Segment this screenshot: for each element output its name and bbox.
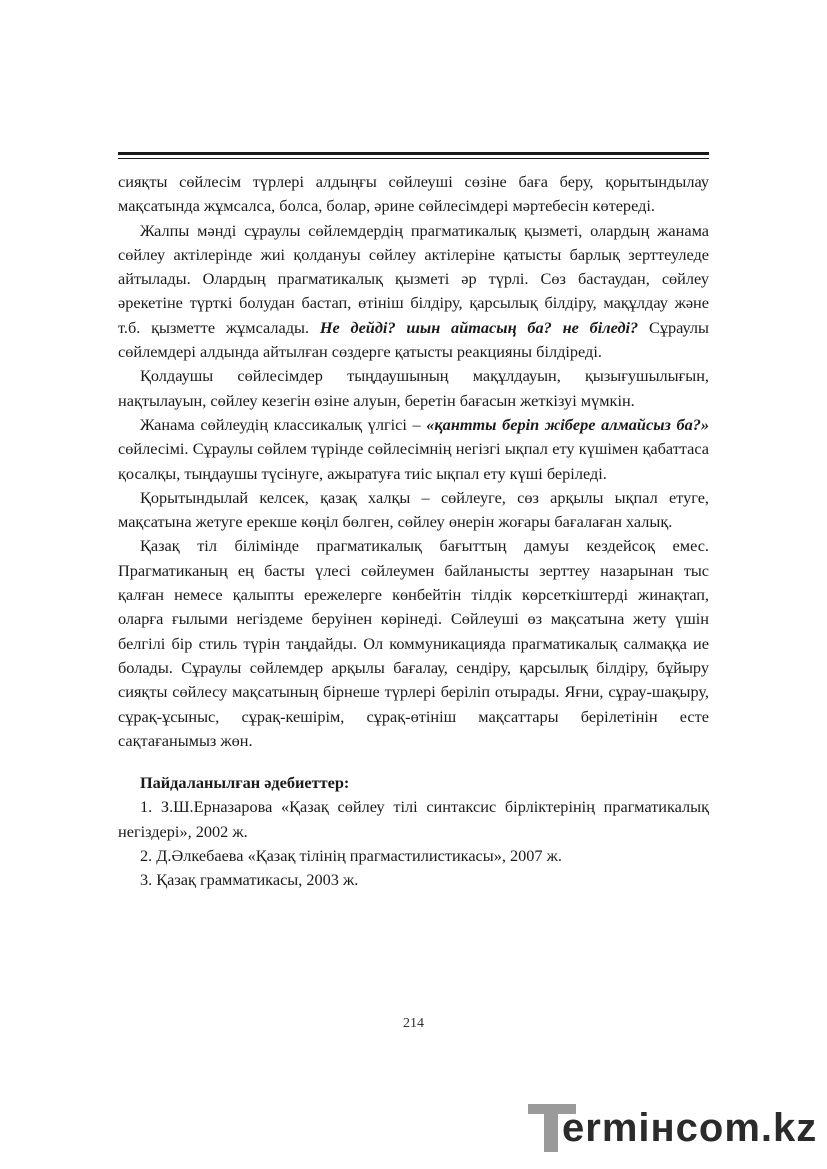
body-paragraph: [118, 534, 709, 753]
header-rule-thick: [118, 152, 709, 155]
emphasized-quote: «қантты беріп жібере алмайсыз ба?»: [426, 414, 709, 434]
termincom-watermark-logo: [528, 1098, 818, 1156]
watermark-text: ermінcom.kz: [562, 1106, 818, 1150]
body-paragraph: [118, 170, 709, 219]
text-run: Жалпы мәнді сұраулы сөйлемдердің прагматикалық қызметі, олардың жанама сөйлеу актілерінде жиі қолдануы сөйлеу актілеріне қатысты барлық зерттеуледе айтылады. Олардың прагматикалық қызметі әр түрлі. Сөз бастаудан, сөйлеу әрекетіне түрткі болудан бастап, өтініш білдіру, қарсылық білдіру, мақұлдау және т.б. қызметте жұмсалады.: [118, 220, 709, 337]
text-run: Қазақ тіл білімінде прагматикалық бағыттың дамуы кездейсоқ емес. Прагматиканың ең басты үлесі сөйлеумен байланысты зерттеу назарынан тыс қалған немесе қалыпты ережелерге көнбейтін тілдік көрсеткіштерді жинақтап, оларға ғылыми негіздеме беруінен көрінеді. Сөйлеуші өз мақсатына жету үшін белгілі бір стиль түрін таңдайды. Ол коммуникацияда прагматикалық салмаққа ие болады. Сұраулы сөйлемдер арқылы бағалау, сендіру, қарсылық білдіру, бұйыру сияқты сөйлесу мақсатының бірнеше түрлері беріліп отырады. Яғни, сұрау-шақыру, сұрақ-ұсыныс, сұрақ-кешірім, сұрақ-өтініш мақсаттары берілетінін есте сақтағанымыз жөн.: [118, 536, 709, 750]
reference-item: 2. Д.Әлкебаева «Қазақ тілінің прагмастилистикасы», 2007 ж.: [140, 846, 562, 866]
text-run: Жанама сөйлеудің классикалық үлгісі –: [140, 414, 427, 434]
text-run: Қолдаушы сөйлесімдер тыңдаушының мақұлдауын, қызығушылығын, нақтылауын, сөйлеу кезегін өзіне алуын, беретін бағасын жеткізуі мүмкін.: [118, 366, 709, 410]
reference-item: 1. З.Ш.Ерназарова «Қазақ сөйлеу тілі синтаксис бірліктерінің прагматикалық негіздері», 2002 ж.: [118, 797, 709, 841]
text-run: сөйлесімі. Сұраулы сөйлем түрінде сөйлесімнің негізгі ықпал ету күшімен қабаттаса қосалқы, тыңдаушы түсінуге, ажыратуға тиіс ықпал ету күші беріледі.: [118, 439, 709, 483]
body-paragraph: [118, 219, 709, 365]
watermark-t-stem: [544, 1104, 558, 1152]
body-paragraph: [118, 486, 709, 535]
reference-item: 3. Қазақ грамматикасы, 2003 ж.: [140, 870, 359, 890]
paragraph-list: [118, 170, 709, 753]
header-rule-thin: [118, 158, 709, 159]
emphasized-quote: Не дейді? шын айтасың ба? не біледі?: [319, 317, 639, 337]
body-paragraph: [118, 413, 709, 486]
references-title: Пайдаланылған әдебиеттер:: [140, 773, 350, 793]
text-run: Қорытындылай келсек, қазақ халқы – сөйлеуге, сөз арқылы ықпал етуге, мақсатына жетуге ерекше көңіл бөлген, сөйлеу өнерін жоғары бағалаған халық.: [118, 487, 709, 532]
references-section: [118, 771, 709, 892]
body-paragraph: [118, 364, 709, 413]
page-number: 214: [403, 1016, 424, 1031]
text-run: сияқты сөйлесім түрлері алдыңғы сөйлеуші сөзіне баға беру, қорытындылау мақсатында жұмсалса, болса, болар, әрине сөйлесімдері мәртебесін көтереді.: [118, 172, 709, 216]
page-body: [118, 170, 709, 893]
text-run: Сұраулы сөйлемдері алдында айтылған сөздерге қатысты реакцияны білдіреді.: [118, 317, 709, 362]
